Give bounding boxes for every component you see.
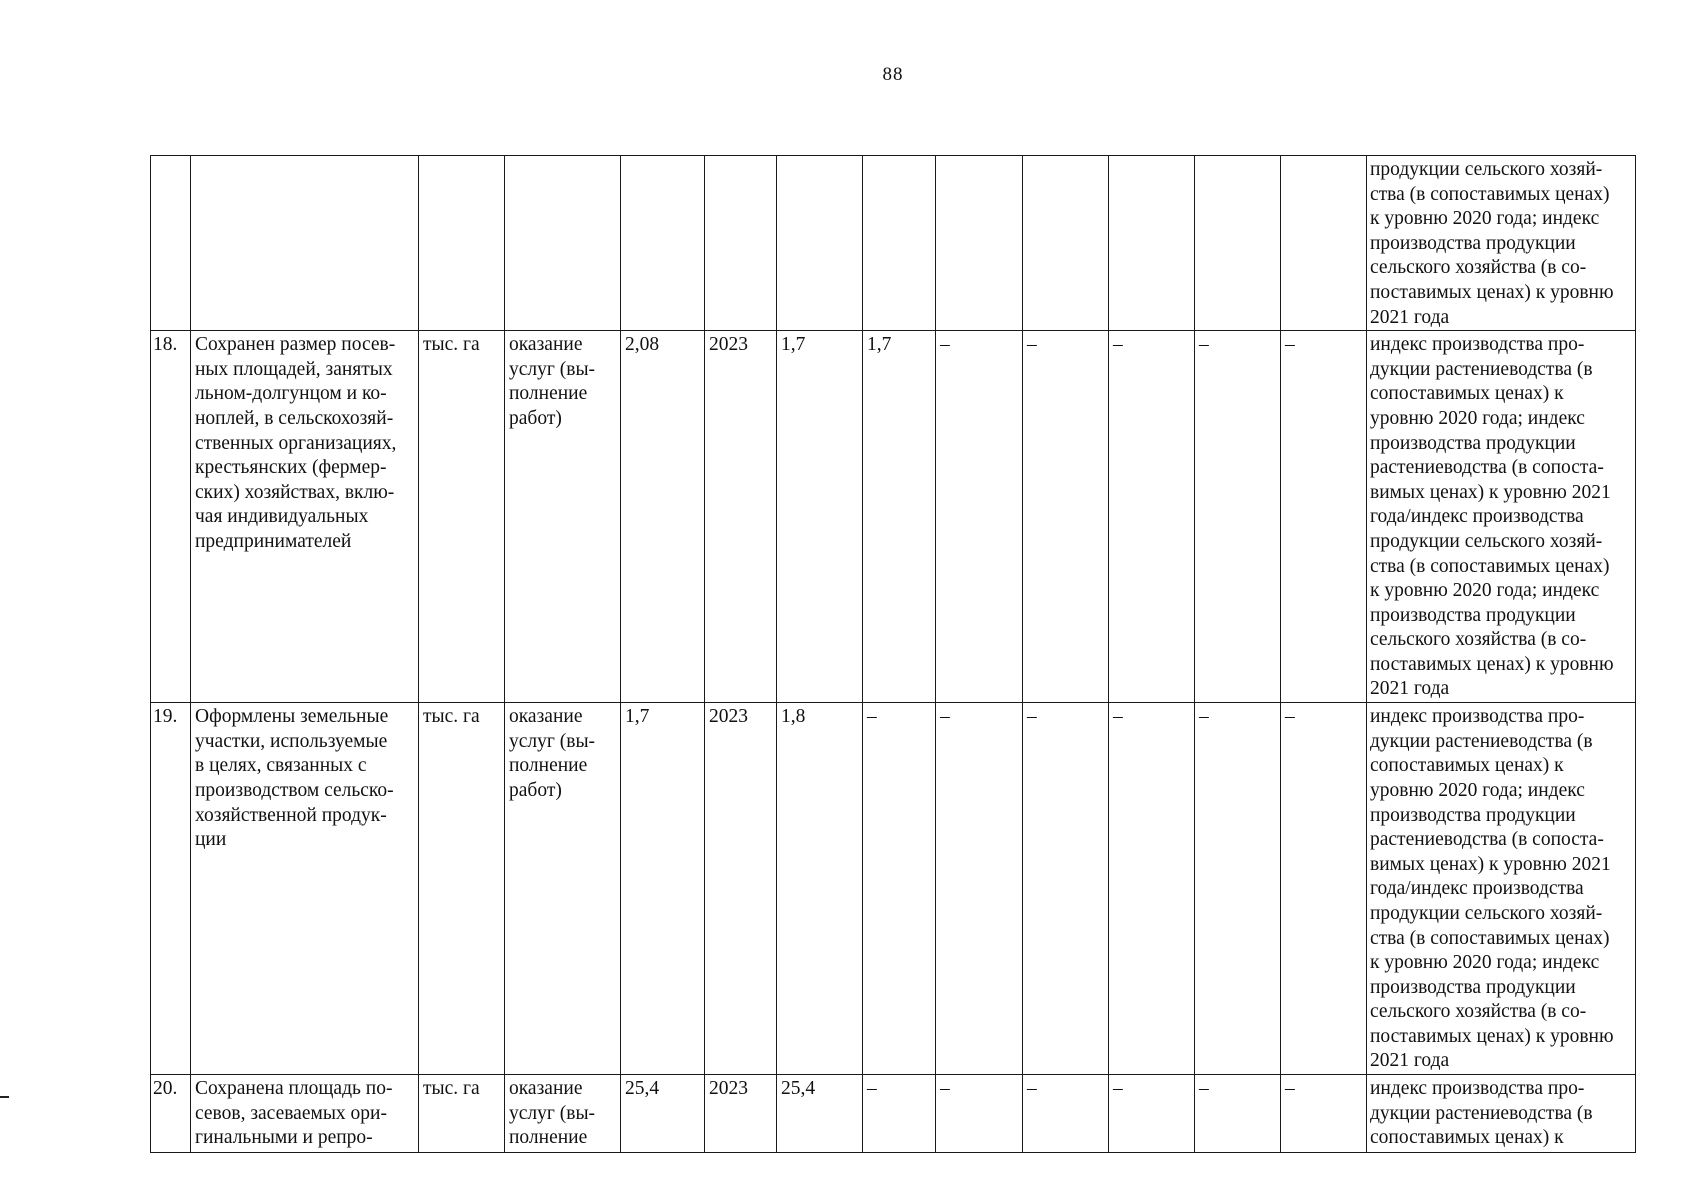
indicator-line: поставимых ценах) к уровню bbox=[1370, 281, 1614, 303]
unit-label: тыс. га bbox=[423, 1078, 480, 1100]
unit-cell bbox=[419, 1075, 505, 1153]
indicator-line: сельского хозяйства (в со- bbox=[1370, 257, 1587, 279]
base-year: 2023 bbox=[709, 706, 748, 728]
indicator-line: ства (в сопоставимых ценах) bbox=[1370, 555, 1610, 577]
value-cell bbox=[777, 156, 863, 331]
indicator-cell bbox=[1367, 331, 1636, 703]
result-type-line: полнение bbox=[509, 1127, 588, 1149]
indicator-line: уровню 2020 года; индекс bbox=[1370, 779, 1585, 801]
base-value: 25,4 bbox=[625, 1078, 660, 1100]
row-number-cell bbox=[151, 331, 191, 703]
base-year-cell bbox=[705, 703, 777, 1075]
unit-cell bbox=[419, 156, 505, 331]
year-value: – bbox=[1199, 706, 1209, 728]
year-value: 1,7 bbox=[781, 334, 806, 356]
row-number-cell bbox=[151, 156, 191, 331]
result-name-line: в целях, связанных с bbox=[195, 755, 367, 777]
base-year: 2023 bbox=[709, 334, 748, 356]
base-year-cell bbox=[705, 1075, 777, 1153]
base-year-cell bbox=[705, 331, 777, 703]
year-value: 25,4 bbox=[781, 1078, 816, 1100]
indicator-line: производства продукции bbox=[1370, 976, 1576, 998]
row-number-cell bbox=[151, 1075, 191, 1153]
indicator-line: продукции сельского хозяй- bbox=[1370, 902, 1603, 924]
year-value: – bbox=[867, 1078, 877, 1100]
value-cell bbox=[1109, 156, 1195, 331]
base-value-cell bbox=[621, 156, 705, 331]
result-name-line: ственных организациях, bbox=[195, 432, 397, 454]
indicator-line: дукции растениеводства (в bbox=[1370, 358, 1593, 380]
value-cell bbox=[863, 331, 936, 703]
value-cell bbox=[936, 331, 1023, 703]
unit-label: тыс. га bbox=[423, 706, 480, 728]
result-type-line: оказание bbox=[509, 334, 583, 356]
value-cell bbox=[1281, 703, 1367, 1075]
indicator-line: производства продукции bbox=[1370, 432, 1576, 454]
value-cell bbox=[777, 331, 863, 703]
value-cell bbox=[1023, 1075, 1109, 1153]
indicator-line: производства продукции bbox=[1370, 604, 1576, 626]
result-name-line: льном-долгунцом и ко- bbox=[195, 383, 387, 405]
indicator-line: производства продукции bbox=[1370, 232, 1576, 254]
indicator-line: дукции растениеводства (в bbox=[1370, 730, 1593, 752]
year-value: – bbox=[1113, 334, 1123, 356]
year-value: 1,7 bbox=[867, 334, 892, 356]
result-name-cell bbox=[191, 331, 419, 703]
row-number: 19. bbox=[153, 706, 178, 728]
indicator-line: поставимых ценах) к уровню bbox=[1370, 653, 1614, 675]
value-cell bbox=[936, 156, 1023, 331]
indicator-line: сопоставимых ценах) к bbox=[1370, 755, 1564, 777]
indicator-line: вимых ценах) к уровню 2021 bbox=[1370, 481, 1611, 503]
year-value: 1,8 bbox=[781, 706, 806, 728]
result-name-cell bbox=[191, 156, 419, 331]
value-cell bbox=[1023, 331, 1109, 703]
page-number: 88 bbox=[882, 64, 904, 85]
indicator-line: 2021 года bbox=[1370, 306, 1450, 328]
result-name-line: чая индивидуальных bbox=[195, 506, 369, 528]
base-year: 2023 bbox=[709, 1078, 748, 1100]
indicator-line: сельского хозяйства (в со- bbox=[1370, 629, 1587, 651]
result-name-line: ских) хозяйствах, вклю- bbox=[195, 481, 395, 503]
year-value: – bbox=[1285, 334, 1295, 356]
unit-cell bbox=[419, 703, 505, 1075]
value-cell bbox=[1109, 1075, 1195, 1153]
indicator-line: 2021 года bbox=[1370, 1050, 1450, 1072]
value-cell bbox=[1281, 156, 1367, 331]
result-type-cell bbox=[505, 156, 621, 331]
value-cell bbox=[863, 703, 936, 1075]
year-value: – bbox=[1113, 706, 1123, 728]
result-type-line: услуг (вы- bbox=[509, 358, 596, 380]
result-name-line: хозяйственной продук- bbox=[195, 804, 387, 826]
result-name-line: участки, используемые bbox=[195, 730, 388, 752]
result-type-line: работ) bbox=[509, 407, 562, 429]
value-cell bbox=[777, 1075, 863, 1153]
year-value: – bbox=[1199, 1078, 1209, 1100]
base-value: 1,7 bbox=[625, 706, 650, 728]
year-value: – bbox=[1199, 334, 1209, 356]
indicator-line: ства (в сопоставимых ценах) bbox=[1370, 927, 1610, 949]
year-value: – bbox=[940, 334, 950, 356]
value-cell bbox=[863, 1075, 936, 1153]
year-value: – bbox=[1027, 334, 1037, 356]
indicator-line: растениеводства (в сопоста- bbox=[1370, 457, 1604, 479]
value-cell bbox=[1195, 156, 1281, 331]
value-cell bbox=[1195, 703, 1281, 1075]
indicator-cell bbox=[1367, 1075, 1636, 1153]
row-number: 20. bbox=[153, 1078, 178, 1100]
result-type-line: полнение bbox=[509, 383, 588, 405]
indicator-line: 2021 года bbox=[1370, 678, 1450, 700]
year-value: – bbox=[867, 706, 877, 728]
unit-label: тыс. га bbox=[423, 334, 480, 356]
base-value-cell bbox=[621, 331, 705, 703]
value-cell bbox=[1195, 331, 1281, 703]
result-name-line: производством сельско- bbox=[195, 779, 394, 801]
value-cell bbox=[936, 703, 1023, 1075]
value-cell bbox=[1195, 1075, 1281, 1153]
result-name-line: Оформлены земельные bbox=[195, 706, 389, 728]
result-name-line: Сохранена площадь по- bbox=[195, 1078, 393, 1100]
indicator-line: к уровню 2020 года; индекс bbox=[1370, 580, 1600, 602]
row-number-cell bbox=[151, 703, 191, 1075]
indicator-line: дукции растениеводства (в bbox=[1370, 1102, 1593, 1124]
year-value: – bbox=[1285, 706, 1295, 728]
indicator-line: индекс производства про- bbox=[1370, 334, 1585, 356]
result-name-cell bbox=[191, 1075, 419, 1153]
indicator-line: вимых ценах) к уровню 2021 bbox=[1370, 853, 1611, 875]
value-cell bbox=[1109, 703, 1195, 1075]
result-type-cell bbox=[505, 1075, 621, 1153]
result-type-line: услуг (вы- bbox=[509, 1102, 596, 1124]
table-body bbox=[151, 156, 1636, 1153]
base-value: 2,08 bbox=[625, 334, 660, 356]
indicator-line: продукции сельского хозяй- bbox=[1370, 159, 1603, 180]
year-value: – bbox=[1027, 1078, 1037, 1100]
indicator-line: года/индекс производства bbox=[1370, 878, 1584, 900]
table-row bbox=[151, 1075, 1636, 1153]
year-value: – bbox=[1285, 1078, 1295, 1100]
table-row bbox=[151, 703, 1636, 1075]
result-name-line: крестьянских (фермер- bbox=[195, 457, 387, 479]
result-type-line: работ) bbox=[509, 779, 562, 801]
result-type-line: полнение bbox=[509, 755, 588, 777]
result-name-line: севов, засеваемых ори- bbox=[195, 1102, 387, 1124]
result-name-line: предпринимателей bbox=[195, 530, 352, 552]
year-value: – bbox=[1113, 1078, 1123, 1100]
indicator-line: индекс производства про- bbox=[1370, 706, 1585, 728]
indicator-line: индекс производства про- bbox=[1370, 1078, 1585, 1100]
indicator-line: растениеводства (в сопоста- bbox=[1370, 829, 1604, 851]
indicator-line: уровню 2020 года; индекс bbox=[1370, 407, 1585, 429]
value-cell bbox=[1109, 331, 1195, 703]
value-cell bbox=[863, 156, 936, 331]
table-row bbox=[151, 331, 1636, 703]
indicator-cell bbox=[1367, 703, 1636, 1075]
value-cell bbox=[1023, 156, 1109, 331]
result-type-cell bbox=[505, 703, 621, 1075]
result-name-cell bbox=[191, 703, 419, 1075]
indicator-line: сопоставимых ценах) к bbox=[1370, 1127, 1564, 1149]
value-cell bbox=[1023, 703, 1109, 1075]
margin-mark bbox=[0, 1096, 9, 1098]
results-table bbox=[150, 155, 1636, 1153]
result-name-line: ноплей, в сельскохозяй- bbox=[195, 407, 394, 429]
base-value-cell bbox=[621, 1075, 705, 1153]
indicator-line: сопоставимых ценах) к bbox=[1370, 383, 1564, 405]
indicator-line: года/индекс производства bbox=[1370, 506, 1584, 528]
year-value: – bbox=[940, 706, 950, 728]
result-type-line: услуг (вы- bbox=[509, 730, 596, 752]
indicator-line: производства продукции bbox=[1370, 804, 1576, 826]
row-number: 18. bbox=[153, 334, 178, 356]
year-value: – bbox=[1027, 706, 1037, 728]
value-cell bbox=[936, 1075, 1023, 1153]
value-cell bbox=[1281, 331, 1367, 703]
result-type-line: оказание bbox=[509, 1078, 583, 1100]
value-cell bbox=[777, 703, 863, 1075]
unit-cell bbox=[419, 331, 505, 703]
base-year-cell bbox=[705, 156, 777, 331]
result-type-line: оказание bbox=[509, 706, 583, 728]
result-name-line: ных площадей, занятых bbox=[195, 358, 393, 380]
table-row-continued bbox=[151, 156, 1636, 331]
indicator-line: ства (в сопоставимых ценах) bbox=[1370, 183, 1610, 205]
result-name-line: гинальными и репро- bbox=[195, 1127, 373, 1149]
result-type-cell bbox=[505, 331, 621, 703]
result-name-line: Сохранен размер посев- bbox=[195, 334, 396, 356]
base-value-cell bbox=[621, 703, 705, 1075]
indicator-line: к уровню 2020 года; индекс bbox=[1370, 952, 1600, 974]
result-name-line: ции bbox=[195, 829, 227, 851]
indicator-line: сельского хозяйства (в со- bbox=[1370, 1001, 1587, 1023]
indicator-line: продукции сельского хозяй- bbox=[1370, 530, 1603, 552]
value-cell bbox=[1281, 1075, 1367, 1153]
indicator-line: к уровню 2020 года; индекс bbox=[1370, 208, 1600, 230]
indicator-cell bbox=[1367, 156, 1636, 331]
year-value: – bbox=[940, 1078, 950, 1100]
indicator-line: поставимых ценах) к уровню bbox=[1370, 1025, 1614, 1047]
